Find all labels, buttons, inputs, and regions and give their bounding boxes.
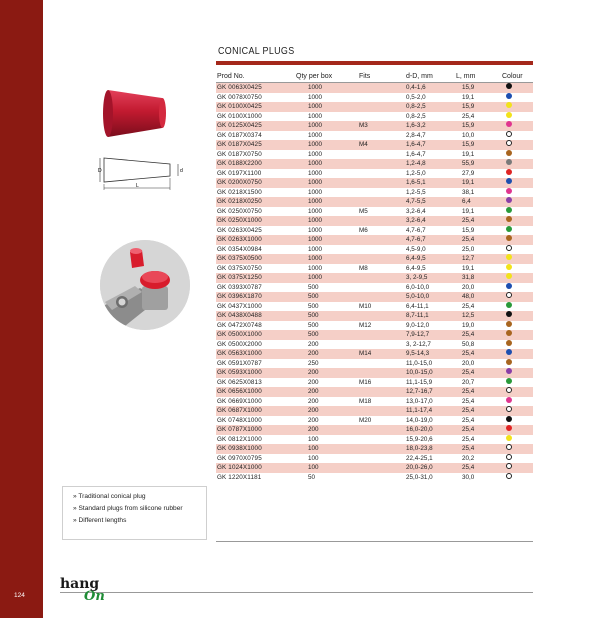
cell-l: 12,7	[462, 255, 475, 262]
colour-swatch	[506, 359, 512, 365]
colour-swatch	[506, 264, 512, 270]
cell-prod: GK 0078X0750	[217, 93, 262, 101]
cell-fits: M18	[359, 397, 372, 405]
cell-od: 1,6-5,1	[406, 179, 426, 186]
cell-l: 25,4	[462, 350, 475, 357]
table-row	[216, 121, 533, 131]
cell-od: 6,0-10,0	[406, 283, 430, 291]
cell-prod: GK 0218X0250	[217, 198, 262, 205]
cell-qty: 50	[308, 473, 316, 481]
cell-qty: 1000	[308, 264, 323, 272]
table-row	[216, 359, 533, 369]
diagram-label-d: d	[180, 168, 183, 174]
cell-prod: GK 0656X1000	[217, 388, 262, 395]
cell-l: 19,1	[462, 179, 475, 186]
cell-prod: GK 0375X1250	[217, 274, 262, 281]
cell-od: 6,4-9,5	[406, 255, 426, 262]
cell-l: 10,0	[462, 131, 475, 139]
table-row	[216, 264, 533, 274]
table-row	[216, 83, 533, 93]
cell-qty: 500	[308, 293, 319, 300]
colour-swatch	[506, 283, 512, 289]
cell-qty: 200	[308, 416, 319, 424]
cell-qty: 1000	[308, 188, 323, 196]
cell-qty: 100	[308, 464, 319, 471]
cell-od: 22,4-25,1	[406, 454, 433, 462]
colour-swatch	[506, 406, 512, 412]
colour-swatch	[506, 188, 512, 194]
table-row	[216, 159, 533, 169]
cell-od: 5,0-10,0	[406, 293, 430, 300]
colour-swatch	[506, 112, 512, 118]
cell-od: 1,6-3,2	[406, 122, 426, 129]
cell-qty: 1000	[308, 160, 323, 167]
colour-swatch	[506, 226, 512, 232]
cell-qty: 200	[308, 407, 319, 414]
cell-prod: GK 0100X0425	[217, 103, 262, 110]
table-row	[216, 283, 533, 293]
logo-text-hang: hang	[60, 576, 100, 592]
cell-l: 19,0	[462, 321, 475, 329]
cell-fits: M16	[359, 378, 372, 386]
table-body	[216, 83, 533, 482]
cell-od: 11,1-17,4	[406, 407, 433, 414]
cell-qty: 1000	[308, 179, 323, 186]
cell-prod: GK 0263X0425	[217, 226, 262, 234]
application-photo-drawing	[100, 240, 190, 330]
colour-swatch	[506, 368, 512, 374]
colour-swatch	[506, 131, 512, 137]
application-photo	[100, 240, 190, 330]
table-row	[216, 425, 533, 435]
table-row	[216, 273, 533, 283]
cell-l: 50,8	[462, 340, 475, 348]
diagram-label-D: D	[98, 168, 102, 174]
cell-qty: 200	[308, 397, 319, 405]
header-fits: Fits	[359, 73, 371, 80]
cell-l: 25,4	[462, 217, 475, 224]
cell-od: 1,6-4,7	[406, 150, 426, 158]
table-row	[216, 302, 533, 312]
table-row	[216, 330, 533, 340]
table-row	[216, 226, 533, 236]
cell-od: 3, 2-12,7	[406, 340, 431, 348]
table-row	[216, 169, 533, 179]
colour-swatch	[506, 140, 512, 146]
cell-prod: GK 0687X1000	[217, 407, 262, 414]
cell-prod: GK 0437X1000	[217, 302, 262, 310]
page-number: 124	[14, 592, 25, 599]
cell-l: 20,0	[462, 359, 475, 367]
cell-prod: GK 0970X0795	[217, 454, 262, 462]
footer-rule	[60, 592, 533, 593]
logo-text-on: On	[84, 589, 105, 604]
header-colour: Colour	[502, 73, 523, 80]
cell-prod: GK 0125X0425	[217, 122, 262, 129]
cell-prod: GK 0100X1000	[217, 112, 262, 120]
colour-swatch	[506, 397, 512, 403]
table-row	[216, 188, 533, 198]
cell-qty: 200	[308, 369, 319, 376]
cell-prod: GK 0812X1000	[217, 435, 262, 443]
table-row	[216, 311, 533, 321]
table-row	[216, 416, 533, 426]
cell-l: 27,9	[462, 169, 475, 177]
cell-prod: GK 0250X1000	[217, 217, 262, 224]
cell-qty: 250	[308, 359, 319, 367]
cell-l: 25,4	[462, 369, 475, 376]
cell-od: 0,8-2,5	[406, 103, 426, 110]
cell-prod: GK 0393X0787	[217, 283, 262, 291]
header-od: d-D, mm	[406, 73, 433, 80]
cell-l: 19,1	[462, 207, 475, 215]
cell-l: 15,9	[462, 226, 475, 234]
cell-l: 25,4	[462, 331, 475, 338]
cell-prod: GK 0625X0813	[217, 378, 262, 386]
colour-swatch	[506, 245, 512, 251]
cell-od: 11,1-15,9	[406, 378, 433, 386]
colour-swatch	[506, 121, 512, 127]
cell-prod: GK 0500X1000	[217, 331, 262, 338]
cell-od: 0,4-1,6	[406, 84, 426, 91]
cell-prod: GK 0187X0374	[217, 131, 262, 139]
cell-od: 13,0-17,0	[406, 397, 433, 405]
cell-qty: 200	[308, 426, 319, 433]
cell-fits: M12	[359, 321, 372, 329]
table-row	[216, 463, 533, 473]
cell-fits: M20	[359, 416, 372, 424]
colour-swatch	[506, 83, 512, 89]
table-row	[216, 131, 533, 141]
cell-od: 16,0-20,0	[406, 426, 433, 433]
cell-qty: 1000	[308, 226, 323, 234]
cell-qty: 1000	[308, 84, 323, 91]
table-row	[216, 435, 533, 445]
cell-prod: GK 0375X0500	[217, 255, 262, 262]
cell-od: 6,4-9,5	[406, 264, 426, 272]
table-row	[216, 387, 533, 397]
cell-qty: 500	[308, 302, 319, 310]
colour-swatch	[506, 473, 512, 479]
cell-prod: GK 1220X1181	[217, 473, 262, 481]
cell-qty: 1000	[308, 103, 323, 110]
colour-swatch	[506, 207, 512, 213]
table-row	[216, 454, 533, 464]
cell-qty: 1000	[308, 207, 323, 215]
cell-l: 25,4	[462, 112, 475, 120]
cell-prod: GK 0200X0750	[217, 179, 262, 186]
title-rule	[216, 61, 533, 65]
hangon-logo	[60, 576, 120, 606]
cell-qty: 1000	[308, 255, 323, 262]
colour-swatch	[506, 378, 512, 384]
colour-swatch	[506, 444, 512, 450]
product-table	[216, 72, 533, 482]
cell-prod: GK 0197X1100	[217, 169, 262, 177]
cell-l: 20,0	[462, 283, 475, 291]
features-box	[62, 486, 207, 540]
cell-od: 1,2-5,0	[406, 169, 426, 177]
cell-qty: 1000	[308, 141, 323, 148]
dimension-diagram	[98, 152, 188, 192]
cell-l: 25,4	[462, 416, 475, 424]
cell-prod: GK 0591X0787	[217, 359, 262, 367]
cell-l: 25,4	[462, 236, 475, 243]
cell-prod: GK 0938X1000	[217, 445, 262, 452]
cell-od: 18,0-23,8	[406, 445, 433, 452]
cell-od: 6,4-11,1	[406, 302, 429, 310]
cell-prod: GK 0354X0984	[217, 245, 262, 253]
cell-qty: 1000	[308, 217, 323, 224]
cell-l: 25,4	[462, 426, 475, 433]
cell-l: 30,0	[462, 473, 475, 481]
cell-od: 1,6-4,7	[406, 141, 426, 148]
cell-l: 31,8	[462, 274, 475, 281]
cell-l: 25,4	[462, 397, 475, 405]
cell-od: 0,5-2,0	[406, 93, 426, 101]
cell-fits: M3	[359, 122, 368, 129]
table-row	[216, 321, 533, 331]
cell-l: 25,4	[462, 302, 475, 310]
cell-od: 9,5-14,3	[406, 350, 430, 357]
cell-l: 19,1	[462, 264, 475, 272]
cell-prod: GK 0472X0748	[217, 321, 262, 329]
cell-od: 4,7-6,7	[406, 226, 426, 234]
cell-qty: 500	[308, 321, 319, 329]
header-qty: Qty per box	[296, 73, 333, 80]
cell-l: 15,9	[462, 103, 475, 110]
feature-item: » Standard plugs from silicone rubber	[73, 505, 183, 512]
cell-od: 14,0-19,0	[406, 416, 433, 424]
cell-od: 3, 2-9,5	[406, 274, 428, 281]
header-l: L, mm	[456, 73, 476, 80]
cell-fits: M4	[359, 141, 368, 148]
cell-l: 6,4	[462, 198, 471, 205]
table-bottom-rule	[216, 541, 533, 542]
table-row	[216, 178, 533, 188]
cell-qty: 1000	[308, 245, 323, 253]
colour-swatch	[506, 340, 512, 346]
cell-l: 38,1	[462, 188, 475, 196]
conical-plug-image	[102, 84, 180, 142]
table-row	[216, 112, 533, 122]
colour-swatch	[506, 387, 512, 393]
cell-qty: 1000	[308, 198, 323, 205]
colour-swatch	[506, 330, 512, 336]
cell-prod: GK 0375X0750	[217, 264, 262, 272]
colour-swatch	[506, 454, 512, 460]
cell-qty: 200	[308, 388, 319, 395]
cell-qty: 100	[308, 445, 319, 452]
cell-od: 1,2-5,5	[406, 188, 426, 196]
cell-qty: 500	[308, 312, 319, 319]
cell-l: 15,9	[462, 141, 475, 148]
cell-l: 25,0	[462, 245, 475, 253]
cell-od: 4,7-5,5	[406, 198, 426, 205]
colour-swatch	[506, 273, 512, 279]
cell-l: 25,4	[462, 445, 475, 452]
colour-swatch	[506, 463, 512, 469]
cell-prod: GK 0593X1000	[217, 369, 262, 376]
cell-qty: 1000	[308, 236, 323, 243]
cell-od: 2,8-4,7	[406, 131, 426, 139]
table-row	[216, 93, 533, 103]
cell-l: 25,4	[462, 388, 475, 395]
table-row	[216, 197, 533, 207]
cell-qty: 1000	[308, 93, 323, 101]
cell-prod: GK 0563X1000	[217, 350, 262, 357]
colour-swatch	[506, 216, 512, 222]
colour-swatch	[506, 435, 512, 441]
table-row	[216, 245, 533, 255]
table-row	[216, 406, 533, 416]
cell-fits: M14	[359, 350, 372, 357]
colour-swatch	[506, 311, 512, 317]
header-prod: Prod No.	[217, 73, 245, 80]
table-row	[216, 340, 533, 350]
cell-prod: GK 0787X1000	[217, 426, 262, 433]
cell-l: 25,4	[462, 435, 475, 443]
cell-l: 25,4	[462, 464, 475, 471]
cell-prod: GK 0250X0750	[217, 207, 262, 215]
cell-prod: GK 0218X1500	[217, 188, 262, 196]
table-row	[216, 397, 533, 407]
feature-item: » Different lengths	[73, 517, 127, 524]
cell-l: 55,9	[462, 160, 475, 167]
colour-swatch	[506, 93, 512, 99]
cell-l: 15,9	[462, 122, 475, 129]
cell-od: 3,2-6,4	[406, 207, 426, 215]
cell-qty: 1000	[308, 131, 323, 139]
cell-l: 19,1	[462, 93, 475, 101]
cell-qty: 1000	[308, 150, 323, 158]
cell-od: 20,0-26,0	[406, 464, 433, 471]
cell-qty: 200	[308, 378, 319, 386]
cell-qty: 500	[308, 331, 319, 338]
cell-od: 11,0-15,0	[406, 359, 433, 367]
colour-swatch	[506, 150, 512, 156]
cell-qty: 1000	[308, 112, 323, 120]
cell-od: 4,5-9,0	[406, 245, 426, 253]
cell-prod: GK 0187X0750	[217, 150, 262, 158]
table-row	[216, 444, 533, 454]
cell-prod: GK 0263X1000	[217, 236, 262, 243]
table-row	[216, 292, 533, 302]
cell-qty: 1000	[308, 274, 323, 281]
cell-fits: M6	[359, 226, 368, 234]
table-row	[216, 150, 533, 160]
cell-fits: M10	[359, 302, 372, 310]
colour-swatch	[506, 349, 512, 355]
cell-qty: 500	[308, 283, 319, 291]
cell-qty: 1000	[308, 169, 323, 177]
colour-swatch	[506, 292, 512, 298]
cell-qty: 100	[308, 435, 319, 443]
table-row	[216, 102, 533, 112]
table-row	[216, 254, 533, 264]
sidebar-band	[0, 0, 43, 618]
colour-swatch	[506, 302, 512, 308]
feature-item: » Traditional conical plug	[73, 493, 146, 500]
diagram-label-L: L	[136, 183, 139, 189]
cell-qty: 1000	[308, 122, 323, 129]
cell-prod: GK 0188X2200	[217, 160, 262, 167]
table-row	[216, 140, 533, 150]
colour-swatch	[506, 235, 512, 241]
cell-od: 25,0-31,0	[406, 473, 433, 481]
cell-od: 0,8-2,5	[406, 112, 426, 120]
table-row	[216, 368, 533, 378]
cell-prod: GK 0500X2000	[217, 340, 262, 348]
cell-qty: 200	[308, 340, 319, 348]
cell-l: 48,0	[462, 293, 475, 300]
cell-od: 1,2-4,8	[406, 160, 426, 167]
cell-qty: 100	[308, 454, 319, 462]
cell-l: 19,1	[462, 150, 475, 158]
cell-od: 9,0-12,0	[406, 321, 430, 329]
colour-swatch	[506, 178, 512, 184]
cell-prod: GK 0187X0425	[217, 141, 262, 148]
colour-swatch	[506, 159, 512, 165]
cell-l: 20,2	[462, 454, 475, 462]
cell-od: 15,9-20,6	[406, 435, 433, 443]
cell-prod: GK 0438X0488	[217, 312, 262, 319]
colour-swatch	[506, 425, 512, 431]
cell-prod: GK 0396X1870	[217, 293, 262, 300]
colour-swatch	[506, 254, 512, 260]
cell-prod: GK 1024X1000	[217, 464, 262, 471]
cell-od: 3,2-6,4	[406, 217, 426, 224]
table-row	[216, 207, 533, 217]
cell-l: 20,7	[462, 378, 475, 386]
table-row	[216, 378, 533, 388]
cell-od: 12,7-16,7	[406, 388, 433, 395]
table-row	[216, 349, 533, 359]
cell-fits: M5	[359, 207, 368, 215]
colour-swatch	[506, 169, 512, 175]
table-row	[216, 473, 533, 483]
cell-fits: M8	[359, 264, 368, 272]
colour-swatch	[506, 321, 512, 327]
cell-od: 10,0-15,0	[406, 369, 433, 376]
cell-l: 12,5	[462, 312, 475, 319]
cell-prod: GK 0669X1000	[217, 397, 262, 405]
cell-od: 4,7-6,7	[406, 236, 426, 243]
cell-prod: GK 0748X1000	[217, 416, 262, 424]
colour-swatch	[506, 102, 512, 108]
table-header	[216, 72, 533, 83]
cell-l: 15,9	[462, 84, 475, 91]
page-title: CONICAL PLUGS	[218, 45, 295, 57]
cell-od: 7,9-12,7	[406, 331, 430, 338]
colour-swatch	[506, 197, 512, 203]
colour-swatch	[506, 416, 512, 422]
cell-qty: 200	[308, 350, 319, 357]
cell-od: 8,7-11,1	[406, 312, 429, 319]
table-row	[216, 235, 533, 245]
cell-l: 25,4	[462, 407, 475, 414]
cell-prod: GK 0063X0425	[217, 84, 262, 91]
table-row	[216, 216, 533, 226]
